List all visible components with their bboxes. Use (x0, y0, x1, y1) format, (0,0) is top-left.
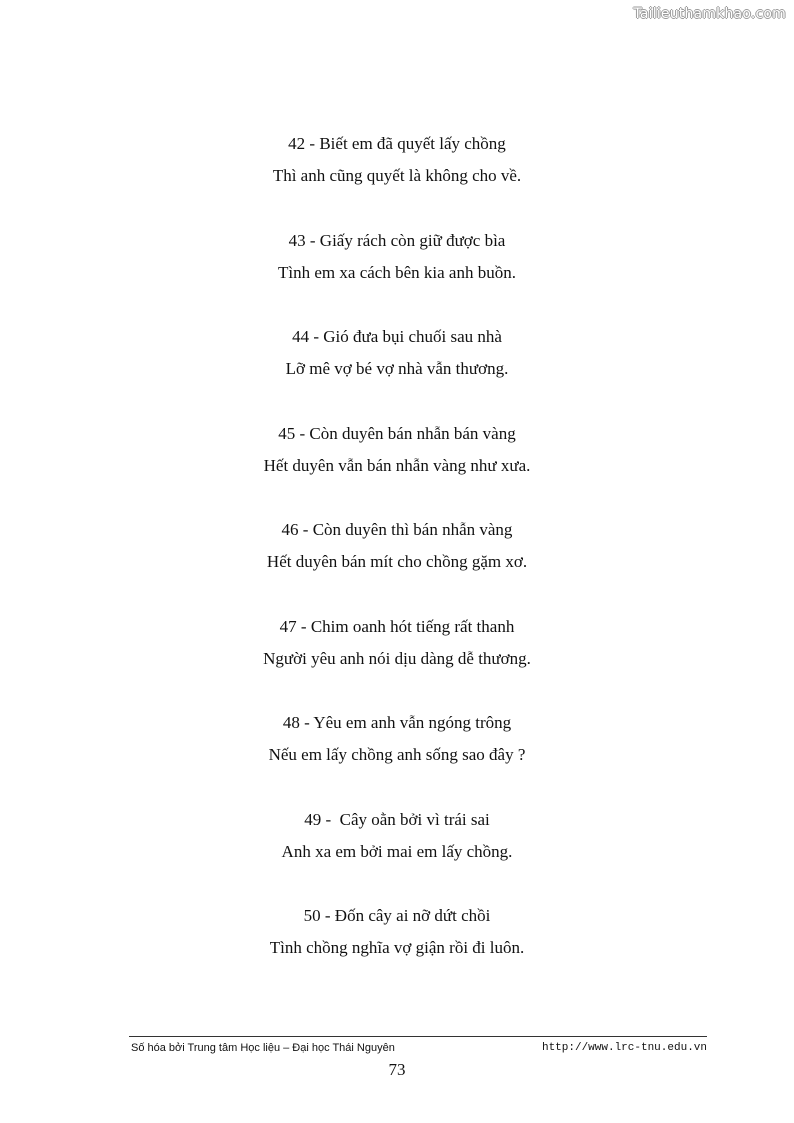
stanza-line-1: 45 - Còn duyên bán nhẫn bán vàng (278, 423, 516, 443)
stanza-line-1: 42 - Biết em đã quyết lấy chồng (288, 134, 506, 153)
stanza-49 (0, 804, 794, 901)
page-number: 73 (388, 1060, 406, 1079)
stanza-44 (0, 321, 794, 418)
stanza-line-2: Hết duyên vẫn bán nhẫn vàng như xưa. (263, 455, 531, 475)
stanza-line-1: 44 - Gió đưa bụi chuối sau nhà (292, 327, 502, 346)
stanza-line-2: Thì anh cũng quyết là không cho về. (272, 166, 522, 185)
footer-source-text: Số hóa bởi Trung tâm Học liệu – Đại học Thái Nguyên (131, 1042, 395, 1054)
stanza-42 (0, 128, 794, 225)
stanza-line-2: Hết duyên bán mít cho chồng gặm xơ. (266, 552, 528, 571)
stanza-line-1: 48 - Yêu em anh vẫn ngóng trông (282, 713, 512, 732)
stanza-45 (0, 418, 794, 515)
stanza-line-2: Người yêu anh nói dịu dàng dễ thương. (263, 648, 531, 668)
stanza-line-1: 47 - Chim oanh hót tiếng rất thanh (279, 616, 515, 636)
stanza-46 (0, 514, 794, 611)
stanza-line-2: Nếu em lấy chồng anh sống sao đây ? (268, 745, 526, 764)
stanza-47 (0, 611, 794, 708)
poem-list (0, 128, 794, 997)
stanza-line-2: Lỡ mê vợ bé vợ nhà vẫn thương. (285, 359, 509, 378)
stanza-48 (0, 707, 794, 804)
footer-divider (129, 1036, 707, 1037)
stanza-line-1: 43 - Giấy rách còn giữ được bìa (288, 230, 506, 250)
stanza-line-2: Anh xa em bởi mai em lấy chồng. (281, 841, 513, 861)
stanza-line-2: Tình chồng nghĩa vợ giận rồi đi luôn. (269, 938, 525, 957)
footer-url: http://www.lrc-tnu.edu.vn (541, 1042, 707, 1054)
stanza-line-2: Tình em xa cách bên kia anh buồn. (278, 262, 516, 282)
stanza-43 (0, 225, 794, 322)
stanza-line-1: 46 - Còn duyên thì bán nhẫn vàng (281, 520, 513, 539)
stanza-line-1: 50 - Đốn cây ai nỡ dứt chồi (303, 906, 491, 925)
stanza-50 (0, 900, 794, 997)
stanza-line-1: 49 - Cây oằn bởi vì trái sai (304, 809, 490, 829)
watermark-text: Tailieuthamkhao.com (633, 6, 786, 22)
